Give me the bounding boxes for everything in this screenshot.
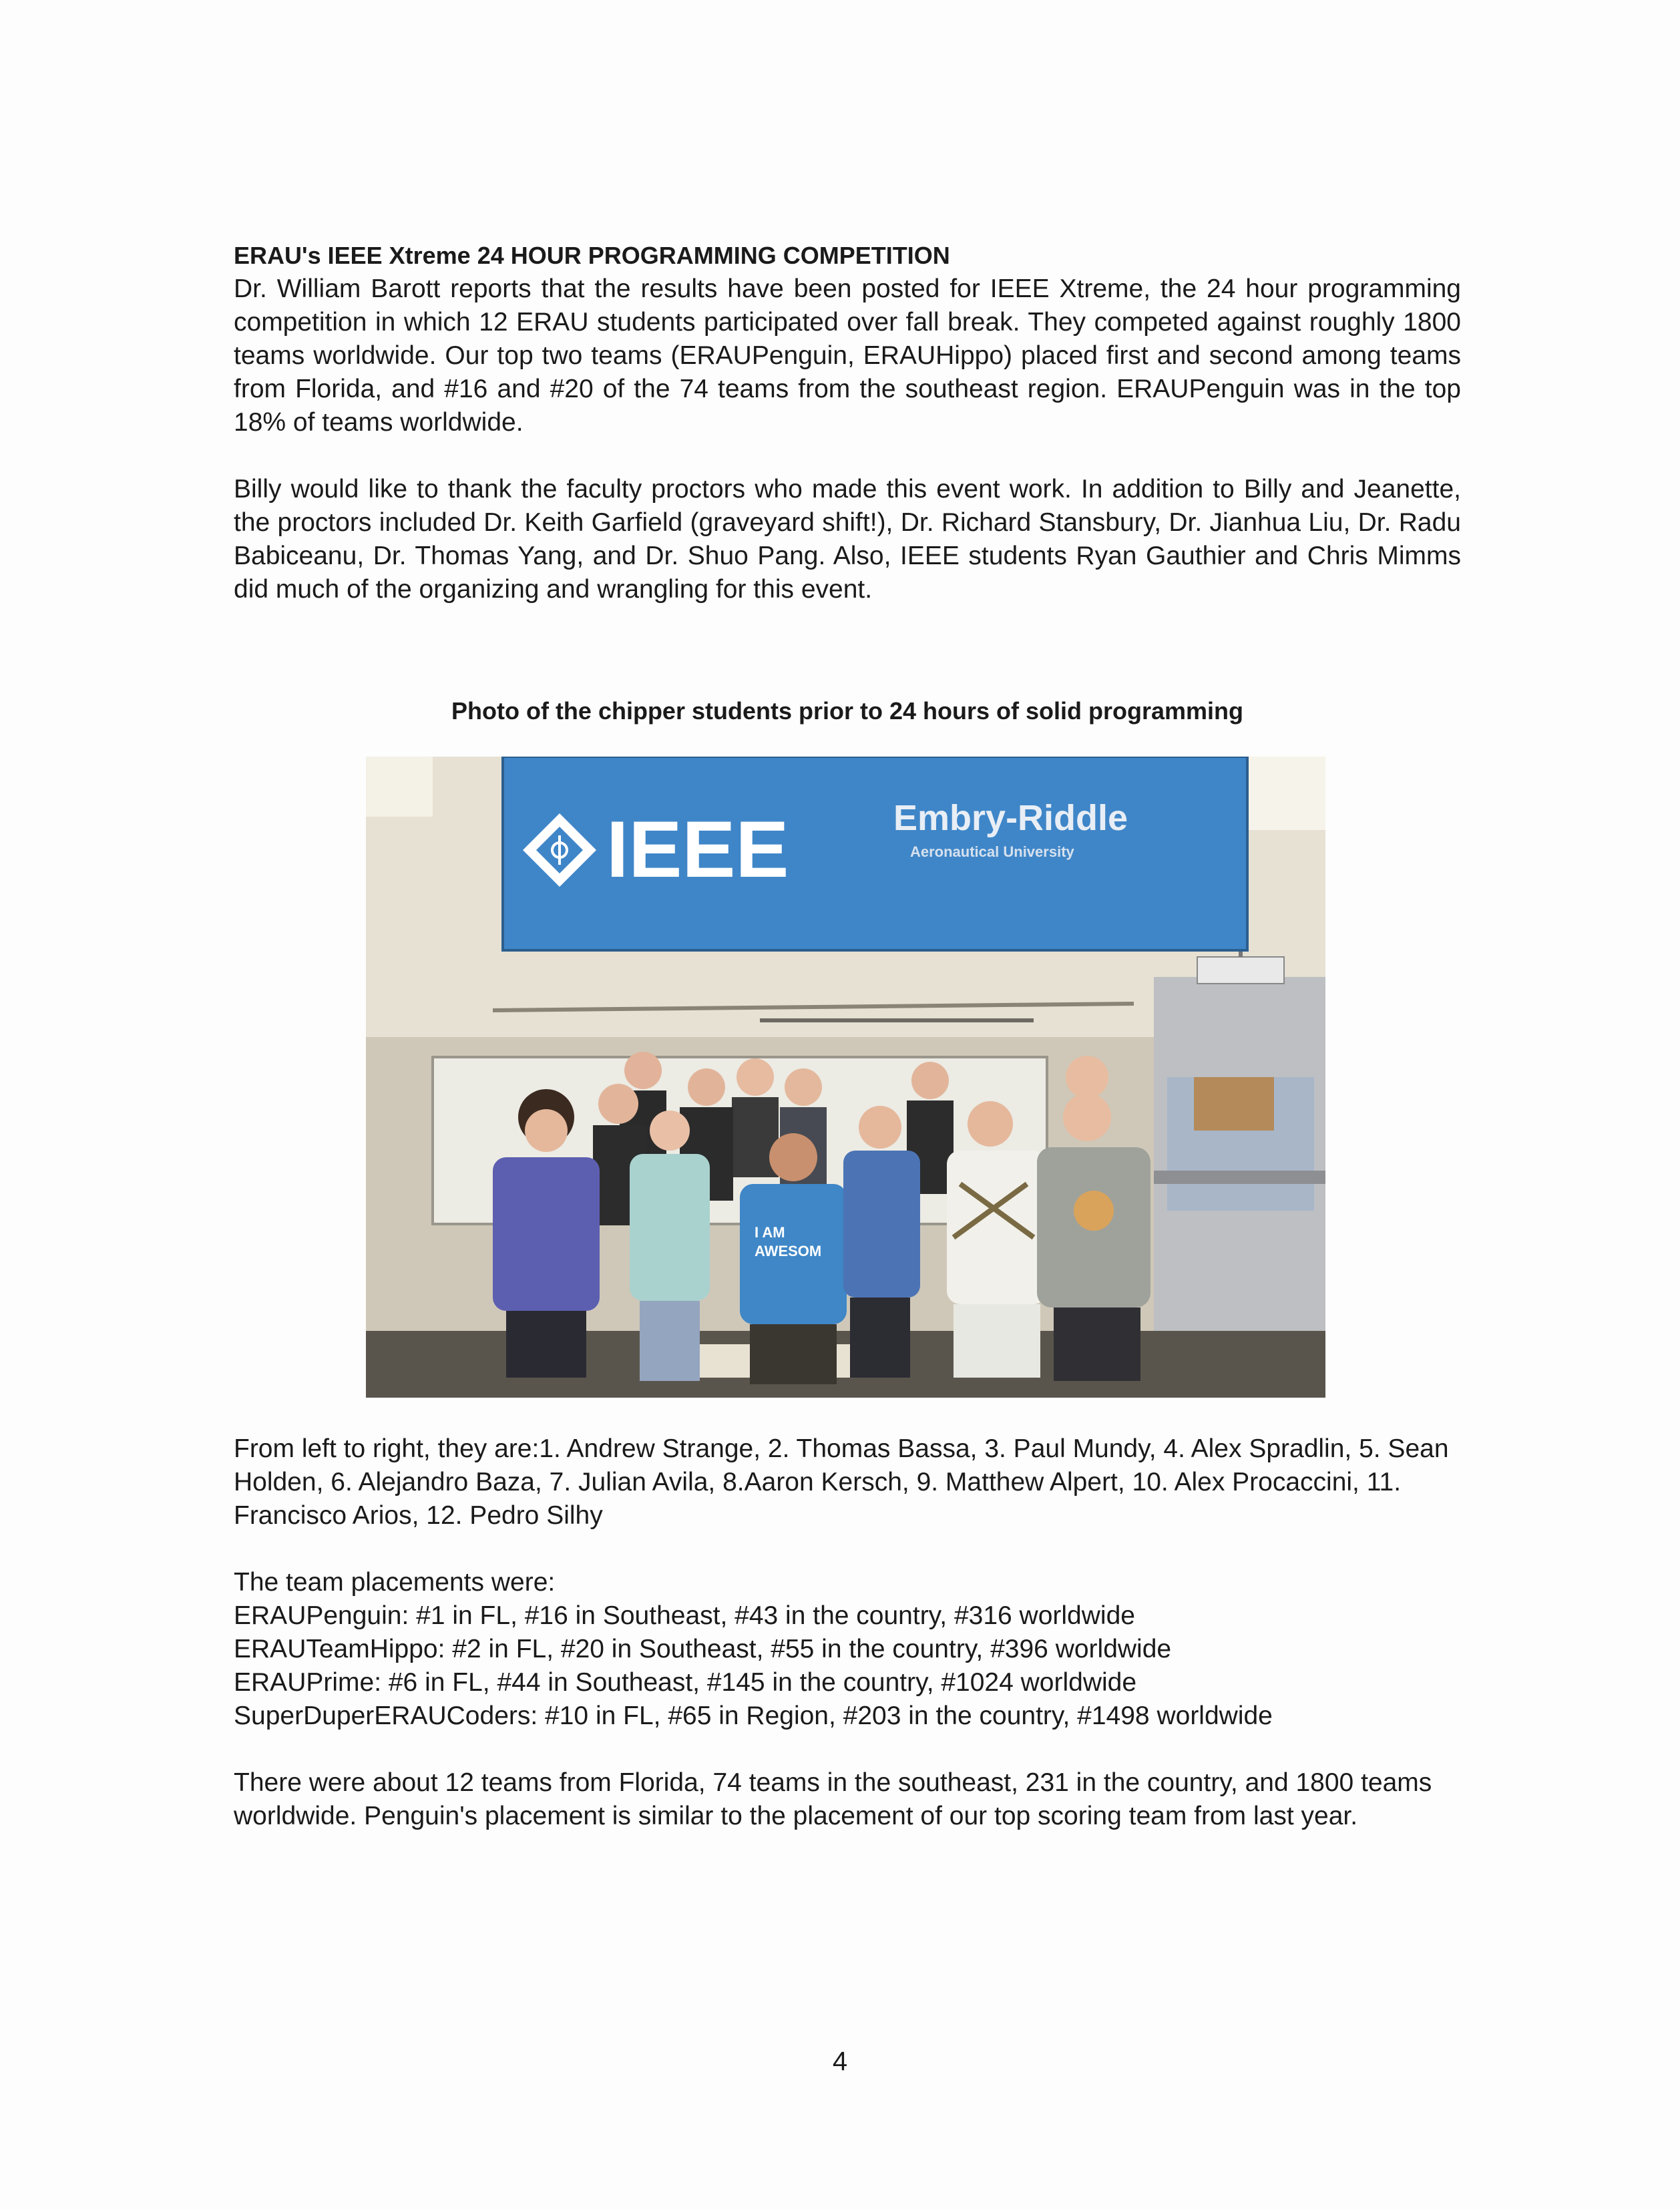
shirt-text-line2: AWESOM: [755, 1243, 822, 1259]
placement-line: ERAUPrime: #6 in FL, #44 in Southeast, #145 in the country, #1024 worldwide: [234, 1668, 1137, 1697]
results-paragraph: Dr. William Barott reports that the results have been posted for IEEE Xtreme, the 24 hour programming competition in which 12 ERAU students participated over fall break. They competed against roughly 1800 teams worldwide. Our top two teams (ERAUPenguin, ERAUHippo) placed first and second among teams from Florida, and #16 and #20 of the 74 teams from the southeast region. ERAUPenguin was in the top 18% of teams worldwide.: [234, 274, 1461, 437]
closing-paragraph: There were about 12 teams from Florida, 74 teams in the southeast, 231 in the country, and 1800 teams worldwide. Penguin's placement is similar to the placement of our top scoring team from last year.: [234, 1768, 1432, 1830]
names-paragraph: From left to right, they are:1. Andrew Strange, 2. Thomas Bassa, 3. Paul Mundy, 4. Alex Spradlin, 5. Sean Holden, 6. Alejandro Baza, 7. Julian Avila, 8.Aaron Kersch, 9. Matthew Alpert, 10. Alex Procaccini, 11. Francisco Arios, 12. Pedro Silhy: [234, 1434, 1449, 1530]
placement-line: SuperDuperERAUCoders: #10 in FL, #65 in Region, #203 in the country, #1498 worldwide: [234, 1701, 1273, 1730]
banner-subtitle-text: Aeronautical University: [910, 843, 1074, 860]
placements-intro: The team placements were:: [234, 1568, 556, 1597]
article-heading: ERAU's IEEE Xtreme 24 HOUR PROGRAMMING COMPETITION: [234, 242, 950, 269]
page-number: 4: [832, 2047, 848, 2076]
shirt-text-line1: I AM: [755, 1224, 785, 1241]
banner-ieee-text: IEEE: [606, 805, 789, 894]
placement-line: ERAUTeamHippo: #2 in FL, #20 in Southeast, #55 in the country, #396 worldwide: [234, 1635, 1172, 1663]
group-photo: [366, 757, 1325, 1398]
article-section: [234, 239, 1461, 606]
banner-university-text: Embry-Riddle: [893, 798, 1128, 838]
placement-line: ERAUPenguin: #1 in FL, #16 in Southeast, #43 in the country, #316 worldwide: [234, 1601, 1135, 1630]
photo-caption: Photo of the chipper students prior to 24 hours of solid programming: [451, 697, 1244, 725]
thanks-paragraph: Billy would like to thank the faculty proctors who made this event work. In addition to Billy and Jeanette, the proctors included Dr. Keith Garfield (graveyard shift!), Dr. Richard Stansbury, Dr. Jianhua Liu, Dr. Radu Babiceanu, Dr. Thomas Yang, and Dr. Shuo Pang. Also, IEEE students Ryan Gauthier and Chris Mimms did much of the organizing and wrangling for this event.: [234, 475, 1461, 604]
details-section: [234, 1432, 1461, 1833]
